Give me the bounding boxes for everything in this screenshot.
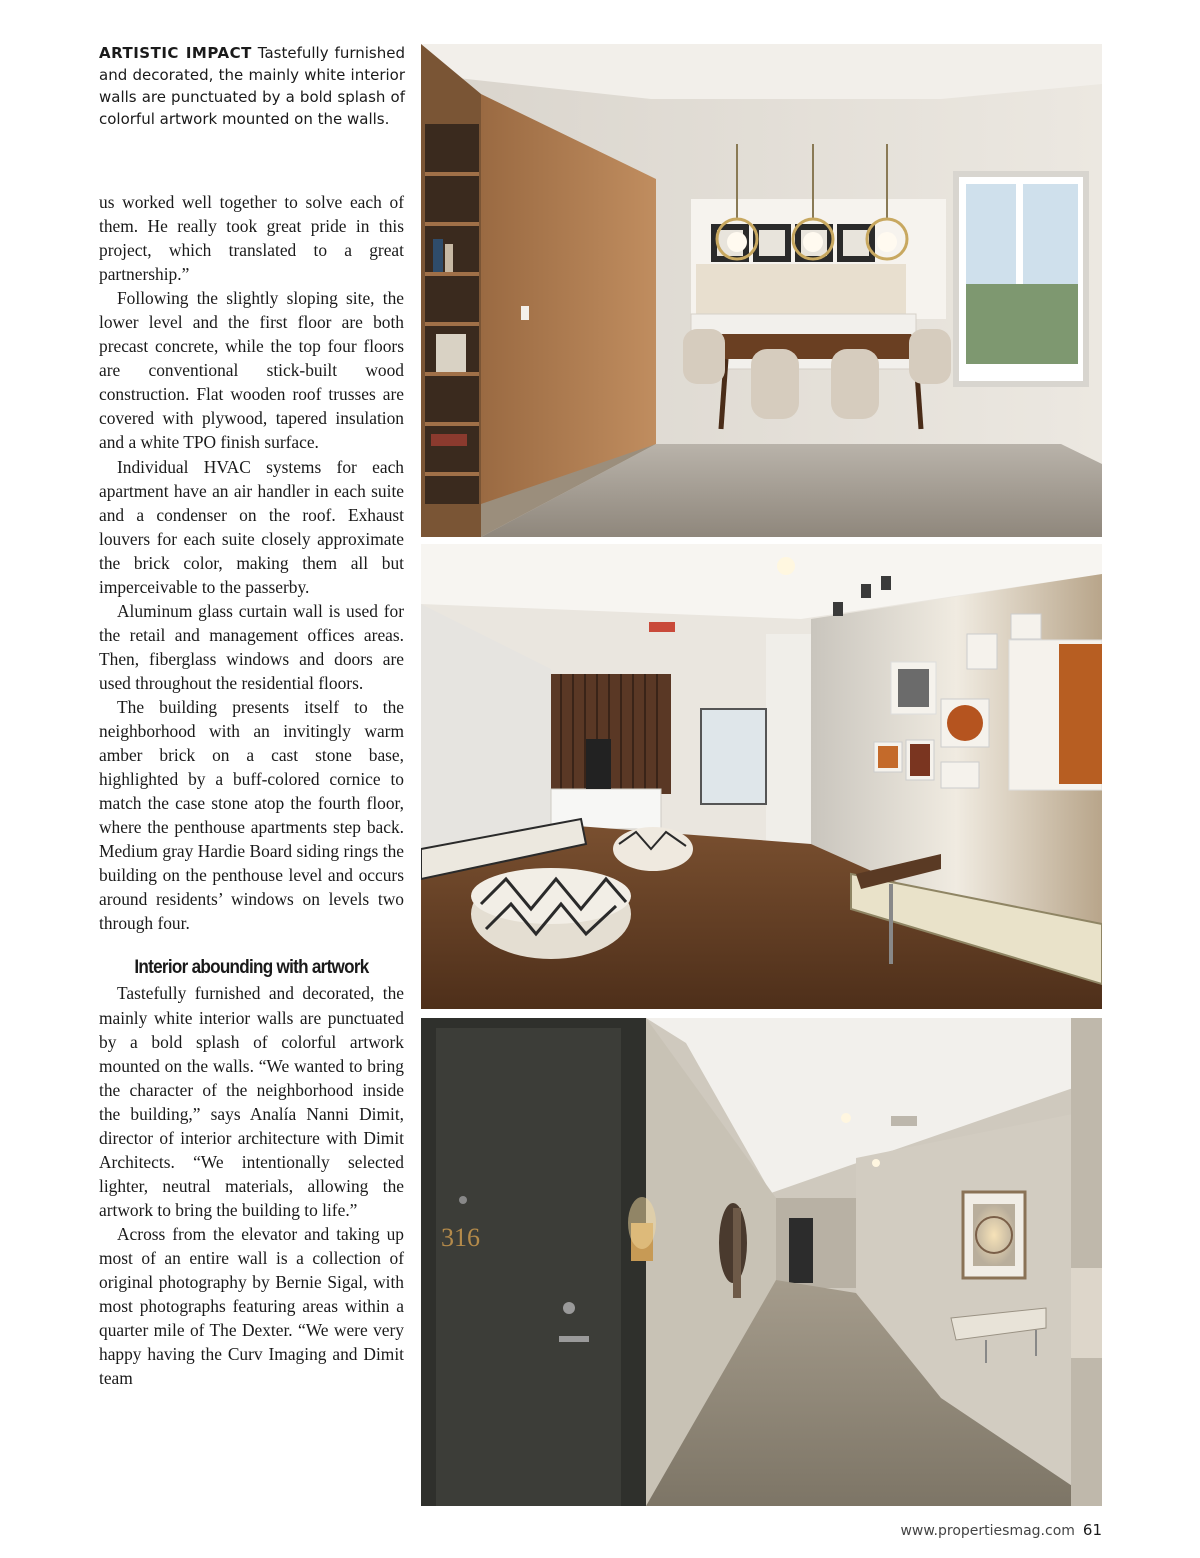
caption-text: Tastefully furnished and decorated, the mainly white interior walls are punctuated by a bold splash of colorful artwork mounted on the walls. (99, 44, 405, 128)
article-paragraph: Across from the elevator and taking up most of an entire wall is a collection of original photography by Bernie Sigal, with most photographs featuring areas within a quarter mile of The Dexter. “We were very happy having the Curv Imaging and Dimit team (99, 1223, 404, 1389)
dining-room-photo (421, 44, 1102, 537)
photo-caption (99, 42, 405, 130)
article-paragraph: The building presents itself to the neighborhood with an invitingly warm amber brick on a cast stone base, highlighted by a buff-colored cornice to match the case stone atop the fourth floor, where the penthouse apartments step back. Medium gray Hardie Board siding rings the building on the penthouse level and occurs around residents’ windows on levels two through four. (99, 696, 404, 934)
section-subheading: Interior abounding with artwork (134, 957, 369, 979)
article-paragraph: Aluminum glass curtain wall is used for the retail and management offices areas. Then, fiberglass windows and doors are used throughout the residential floors. (99, 600, 404, 693)
article-paragraph: Following the slightly sloping site, the lower level and the first floor are both precast concrete, while the top four floors are conventional stick-built wood construction. Flat wooden roof trusses are covered with plywood, tapered insulation and a white TPO finish surface. (99, 288, 404, 453)
article-paragraph: Tastefully furnished and decorated, the mainly white interior walls are punctuated by a bold splash of colorful artwork mounted on the walls. “We wanted to bring the character of the neighborhood inside the building,” says Analía Nanni Dimit, director of interior architecture with Dimit Architects. “We intentionally selected lighter, neutral materials, allowing the artwork to bring the building to life.” (99, 983, 404, 1220)
caption-heading: ARTISTIC IMPACT (99, 44, 252, 62)
article-paragraph: us worked well together to solve each of them. He really took great pride in this project, which translated to a great partnership.” (99, 192, 404, 285)
page-footer (900, 1521, 1102, 1539)
article-paragraph: Individual HVAC systems for each apartment have an air handler in each suite and a condenser on the roof. Exhaust louvers for each suite closely approximate the brick color, making them all but imperceivable to the passerby. (99, 456, 404, 597)
article-body (99, 190, 404, 1390)
hallway-photo (421, 1018, 1102, 1506)
page-number: 61 (1082, 1521, 1102, 1539)
footer-url: www.propertiesmag.com (900, 1523, 1075, 1539)
lounge-photo (421, 544, 1102, 1009)
door-number: 316 (441, 1223, 480, 1252)
